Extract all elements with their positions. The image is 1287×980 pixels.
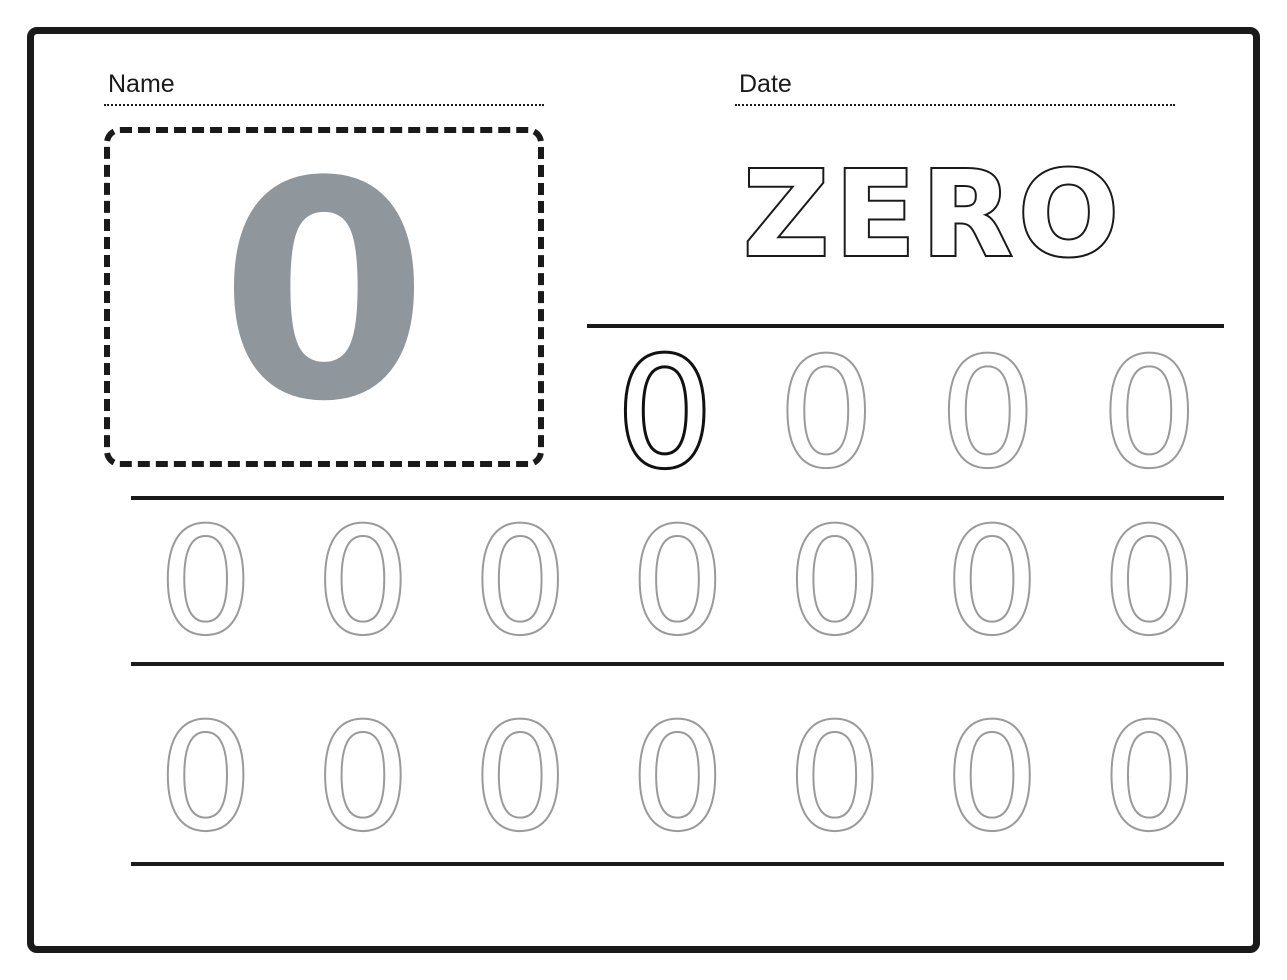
trace-glyph[interactable]: 0: [631, 693, 724, 863]
name-write-line[interactable]: [104, 104, 544, 106]
worksheet-frame: [27, 27, 1260, 953]
trace-glyph[interactable]: 0: [788, 496, 882, 667]
name-field[interactable]: [104, 69, 544, 106]
date-label: Date: [739, 70, 792, 98]
trace-glyph[interactable]: 0: [1101, 327, 1197, 501]
date-write-line[interactable]: [735, 104, 1175, 106]
trace-glyph[interactable]: 0: [159, 496, 253, 667]
tracing-row-1: [587, 327, 1227, 501]
trace-glyph[interactable]: 0: [473, 693, 567, 863]
trace-glyph[interactable]: 0: [945, 693, 1039, 863]
trace-glyph[interactable]: 0: [778, 327, 874, 501]
trace-glyph[interactable]: 0: [788, 693, 882, 863]
word-outline-area: [654, 144, 1214, 284]
trace-glyph[interactable]: 0: [1102, 496, 1196, 667]
trace-glyph[interactable]: 0: [631, 496, 724, 667]
big-number-glyph: 0: [219, 118, 429, 467]
trace-glyph[interactable]: 0: [617, 327, 713, 501]
trace-glyph[interactable]: 0: [316, 693, 410, 863]
name-label: Name: [108, 70, 175, 98]
trace-glyph[interactable]: 0: [1102, 693, 1196, 863]
trace-glyph[interactable]: 0: [940, 327, 1036, 501]
trace-glyph[interactable]: 0: [473, 496, 567, 667]
trace-glyph[interactable]: 0: [945, 496, 1039, 667]
date-field[interactable]: [735, 69, 1175, 106]
big-number-box: [104, 118, 544, 467]
tracing-row-2: [131, 496, 1224, 667]
trace-glyph[interactable]: 0: [316, 496, 410, 667]
word-zero-outline: ZERO: [743, 145, 1125, 283]
tracing-row-3: [131, 693, 1224, 863]
trace-glyph[interactable]: 0: [159, 693, 253, 863]
